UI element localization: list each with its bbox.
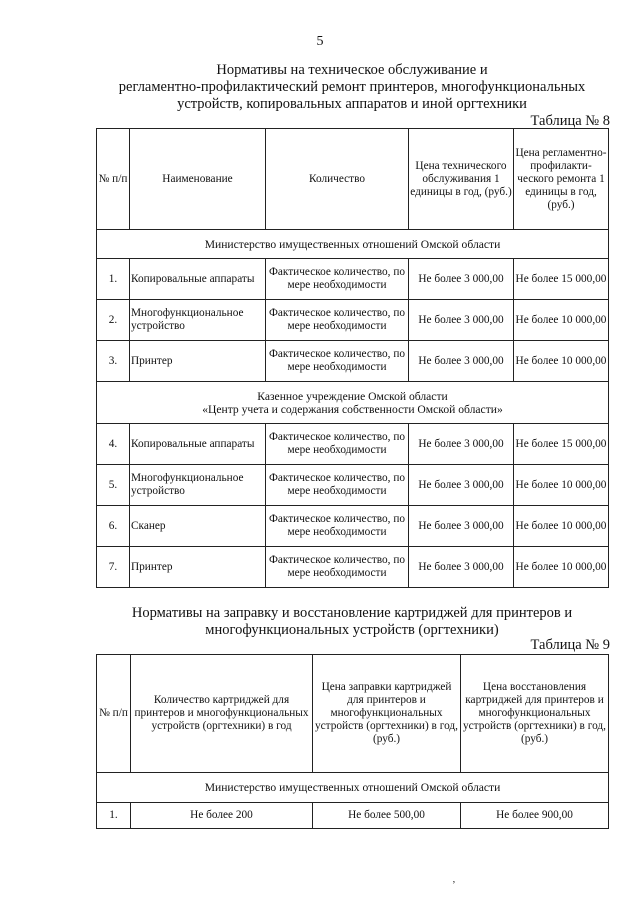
header-price-service: Цена технического обслуживания 1 единицы в год, (руб.) <box>409 129 514 230</box>
table-row <box>97 465 609 506</box>
row-price-refill: Не более 500,00 <box>313 803 461 829</box>
table-row <box>97 547 609 588</box>
row-price-service: Не более 3 000,00 <box>409 506 514 547</box>
section2-title-line: многофункциональных устройств (оргтехники) <box>205 622 499 638</box>
row-num: 4. <box>97 424 130 465</box>
row-qty: Фактическое количество, по мере необходимости <box>266 300 409 341</box>
row-price-restore: Не более 900,00 <box>461 803 609 829</box>
stray-mark: ʼ <box>452 879 456 891</box>
row-qty: Фактическое количество, по мере необходимости <box>266 424 409 465</box>
header-price-restore: Цена восстановления картриджей для принтеров и многофункциональных устройств (оргтехники) в год, (руб.) <box>461 655 609 773</box>
row-price-repair: Не более 15 000,00 <box>514 424 609 465</box>
section1-title-line: Нормативы на техническое обслуживание и <box>216 62 488 78</box>
header-num: № п/п <box>97 655 131 773</box>
header-num: № п/п <box>97 129 130 230</box>
row-num: 1. <box>97 259 130 300</box>
header-price-repair: Цена регламентно-профилакти-ческого ремонта 1 единицы в год, (руб.) <box>514 129 609 230</box>
table-row <box>97 259 609 300</box>
section2-title <box>96 605 608 639</box>
table-row <box>97 300 609 341</box>
section1-title-line: регламентно-профилактический ремонт принтеров, многофункциональных <box>118 79 586 95</box>
table8-header-row <box>97 129 609 230</box>
header-name: Наименование <box>130 129 266 230</box>
row-price-service: Не более 3 000,00 <box>409 465 514 506</box>
row-name: Многофункциональное устройство <box>130 465 266 506</box>
row-num: 5. <box>97 465 130 506</box>
row-name: Принтер <box>130 547 266 588</box>
page-number: 5 <box>316 34 324 49</box>
table-row <box>97 506 609 547</box>
row-num: 1. <box>97 803 131 829</box>
table9-label: Таблица № 9 <box>530 637 610 653</box>
row-name: Копировальные аппараты <box>130 259 266 300</box>
row-num: 7. <box>97 547 130 588</box>
section1-title-line: устройств, копировальных аппаратов и иной оргтехники <box>177 96 527 112</box>
section1-title <box>96 62 608 113</box>
row-qty: Фактическое количество, по мере необходимости <box>266 465 409 506</box>
org-name: Министерство имущественных отношений Омской области <box>97 773 609 803</box>
table8-org-row <box>97 230 609 259</box>
row-qty: Фактическое количество, по мере необходимости <box>266 547 409 588</box>
row-price-repair: Не более 15 000,00 <box>514 259 609 300</box>
org-name <box>97 382 609 424</box>
row-price-repair: Не более 10 000,00 <box>514 547 609 588</box>
row-price-service: Не более 3 000,00 <box>409 547 514 588</box>
table9-header-row <box>97 655 609 773</box>
row-price-repair: Не более 10 000,00 <box>514 341 609 382</box>
table8-org-row <box>97 382 609 424</box>
org-name-line: «Центр учета и содержания собственности Омской области» <box>202 402 503 416</box>
row-price-service: Не более 3 000,00 <box>409 424 514 465</box>
row-num: 2. <box>97 300 130 341</box>
org-name-line: Казенное учреждение Омской области <box>257 389 448 403</box>
row-price-repair: Не более 10 000,00 <box>514 300 609 341</box>
table-9 <box>96 654 609 829</box>
row-price-repair: Не более 10 000,00 <box>514 506 609 547</box>
row-price-service: Не более 3 000,00 <box>409 341 514 382</box>
table9-org-row <box>97 773 609 803</box>
row-name: Принтер <box>130 341 266 382</box>
row-cartridge-qty: Не более 200 <box>131 803 313 829</box>
table-row <box>97 341 609 382</box>
row-qty: Фактическое количество, по мере необходимости <box>266 341 409 382</box>
row-name: Сканер <box>130 506 266 547</box>
row-price-repair: Не более 10 000,00 <box>514 465 609 506</box>
table-row <box>97 424 609 465</box>
header-qty: Количество <box>266 129 409 230</box>
header-cartridge-qty: Количество картриджей для принтеров и многофункциональных устройств (оргтехники) в год <box>131 655 313 773</box>
row-num: 3. <box>97 341 130 382</box>
table-8 <box>96 128 609 588</box>
header-price-refill: Цена заправки картриджей для принтеров и многофункциональных устройств (оргтехники) в год, (руб.) <box>313 655 461 773</box>
table8-label: Таблица № 8 <box>530 113 610 129</box>
row-name: Многофункциональное устройство <box>130 300 266 341</box>
row-qty: Фактическое количество, по мере необходимости <box>266 506 409 547</box>
row-price-service: Не более 3 000,00 <box>409 259 514 300</box>
section2-title-line: Нормативы на заправку и восстановление картриджей для принтеров и <box>131 605 573 621</box>
row-price-service: Не более 3 000,00 <box>409 300 514 341</box>
row-num: 6. <box>97 506 130 547</box>
table-row <box>97 803 609 829</box>
row-qty: Фактическое количество, по мере необходимости <box>266 259 409 300</box>
row-name: Копировальные аппараты <box>130 424 266 465</box>
org-name: Министерство имущественных отношений Омской области <box>97 230 609 259</box>
